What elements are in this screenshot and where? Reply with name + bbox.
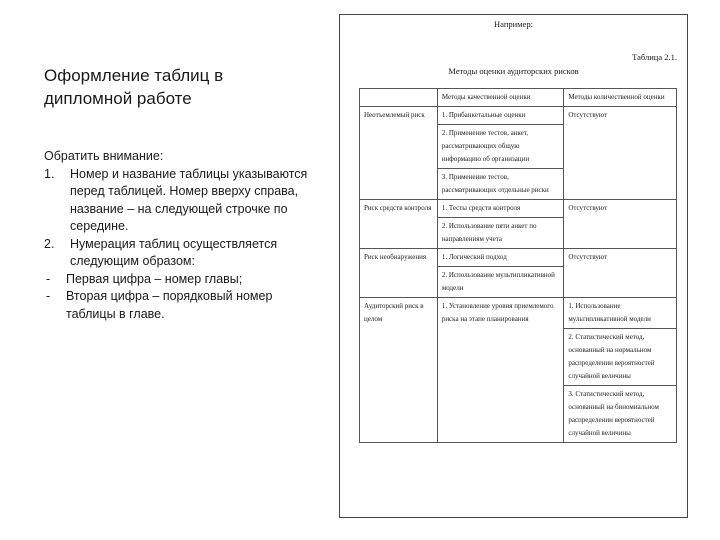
table-number: Таблица 2.1. bbox=[632, 52, 677, 62]
list-item bbox=[44, 166, 324, 236]
table-cell: 1. Логический подход bbox=[437, 249, 564, 267]
list-item bbox=[44, 236, 324, 271]
methods-table bbox=[359, 88, 677, 443]
list-item bbox=[44, 271, 324, 289]
table-row bbox=[360, 249, 677, 267]
table-caption: Методы оценки аудиторских рисков bbox=[448, 66, 579, 76]
table-cell: 3. Статистический метод, основанный на биномиальном распределении вероятностей случайной величины bbox=[564, 386, 677, 443]
table-cell bbox=[360, 89, 438, 107]
table-cell: 2. Статистический метод, основанный на нормальном распределении вероятностей случайной величины bbox=[564, 329, 677, 386]
slide-title-line2: дипломной работе bbox=[44, 89, 192, 108]
table-cell: 1. Установление уровня приемлемого риска на этапе планирования bbox=[437, 298, 564, 443]
table-row bbox=[360, 107, 677, 125]
list-item-text: Вторая цифра – порядковый номер таблицы в главе. bbox=[66, 289, 273, 321]
document-page bbox=[339, 14, 688, 518]
table-cell: 1. Прибанкетальные оценки bbox=[437, 107, 564, 125]
example-label: Например: bbox=[494, 19, 533, 29]
list-marker: - bbox=[46, 271, 51, 286]
note-heading: Обратить внимание: bbox=[44, 149, 164, 163]
list-marker: - bbox=[46, 289, 51, 303]
list-marker: 1. bbox=[44, 166, 55, 181]
list-item-text: Нумерация таблиц осуществляется следующим образом: bbox=[70, 236, 278, 268]
rules-list bbox=[44, 166, 324, 324]
list-item-text: Номер и название таблицы указываются перед таблицей. Номер вверху справа, название – на следующей строчке по середине. bbox=[70, 166, 308, 233]
table-header-cell: Методы количественной оценки bbox=[564, 89, 677, 107]
table-header-row bbox=[360, 89, 677, 107]
table-cell: 2. Использование пяти анкет по направлениям учета bbox=[437, 218, 564, 249]
slide-title-line1: Оформление таблиц в bbox=[44, 66, 224, 85]
risk-cell: Аудиторский риск в целом bbox=[360, 298, 438, 443]
risk-cell: Риск средств контроля bbox=[360, 200, 438, 249]
list-marker: 2. bbox=[44, 236, 55, 251]
table-cell: 3. Применение тестов, рассматривающих отдельные риски bbox=[437, 169, 564, 200]
list-item bbox=[44, 288, 324, 323]
table-cell: Отсутствуют bbox=[564, 107, 677, 200]
table-cell: 2. Использование мультипликативной модели bbox=[437, 267, 564, 298]
list-item-text: Первая цифра – номер главы; bbox=[66, 271, 243, 286]
risk-cell: Неотъемлемый риск bbox=[360, 107, 438, 200]
table-row bbox=[360, 200, 677, 218]
slide-title bbox=[44, 64, 324, 110]
slide-text-panel bbox=[44, 64, 324, 323]
risk-cell: Риск необнаружения bbox=[360, 249, 438, 298]
table-cell: 1. Тесты средств контроля bbox=[437, 200, 564, 218]
table-header-cell: Методы качественной оценки bbox=[437, 89, 564, 107]
table-cell: Отсутствуют bbox=[564, 249, 677, 298]
table-cell: Отсутствуют bbox=[564, 200, 677, 249]
table-cell: 1. Использование мультипликативной модели bbox=[564, 298, 677, 329]
table-cell: 2. Применение тестов, анкет, рассматривающих общую информацию об организации bbox=[437, 125, 564, 169]
table-row bbox=[360, 298, 677, 329]
